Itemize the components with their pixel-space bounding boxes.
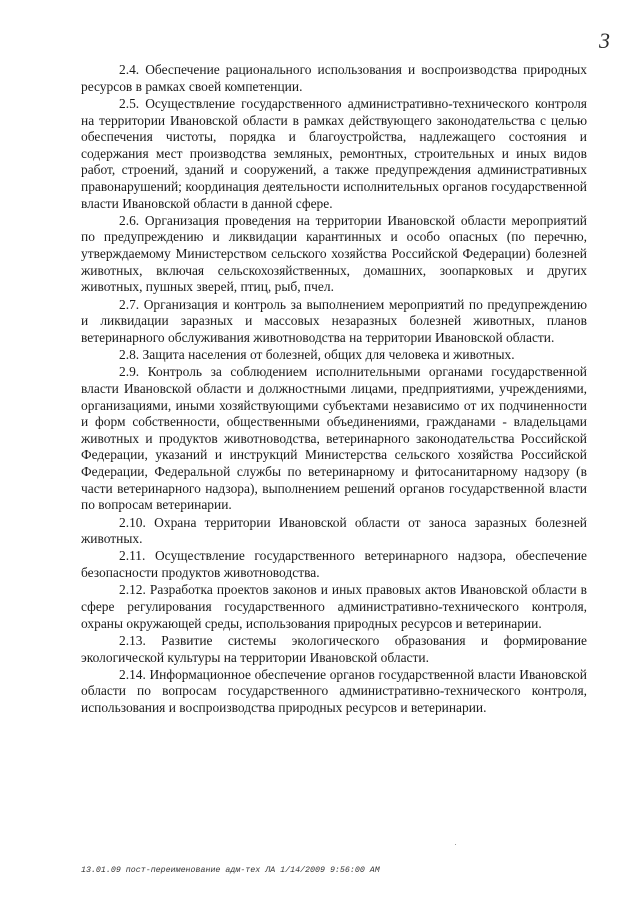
document-body xyxy=(81,62,587,852)
paragraph-2-11: 2.11. Осуществление государственного ветеринарного надзора, обеспечение безопасности продуктов животноводства. xyxy=(81,548,587,581)
paragraph-2-6: 2.6. Организация проведения на территории Ивановской области мероприятий по предупреждению и ликвидации карантинных и особо опасных (по перечню, утверждаемому Министерством сельского хозяйства Российской Федерации) болезней животных, включая сельскохозяйственных, домашних, зоопарковых и других животных, пушных зверей, птиц, рыб, пчел. xyxy=(81,212,587,295)
paragraph-2-4: 2.4. Обеспечение рационального использования и воспроизводства природных ресурсов в рамках своей компетенции. xyxy=(81,62,587,94)
paragraph-2-13: 2.13. Развитие системы экологического образования и формирование экологической культуры на территории Ивановской области. xyxy=(81,632,587,665)
paragraph-2-8: 2.8. Защита населения от болезней, общих для человека и животных. xyxy=(119,347,515,363)
page-number: 3 xyxy=(599,28,610,53)
paragraph-2-9: 2.9. Контроль за соблюдением исполнительными органами государственной власти Ивановской области и должностными лицами, предприятиями, учреждениями, организациями, иными хозяйствующими субъектами независимо от их подчиненности и форм собственности, общественными объединениями, гражданами - владельцами животных и продуктов животноводства, ветеринарного законодательства Российской Федерации, указаний и инструкций Министерства сельского хозяйства Российской Федерации, Федеральной службы по ветеринарному и фитосанитарному надзору (в части ветеринарного надзора), выполнением решений органов государственной власти по вопросам ветеринарии. xyxy=(81,364,587,513)
document-footer: 13.01.09 пост-переименование адм-тех ЛА 1/14/2009 9:56:00 AM xyxy=(81,866,380,875)
paragraph-2-5: 2.5. Осуществление государственного административно-технического контроля на территории Ивановской области в рамках действующего законодательства с целью обеспечения чистоты, порядка и благоустройства, надлежащего состояния и содержания мест производства земляных, ремонтных, строительных и иных видов работ, строений, зданий и сооружений, а также предупреждения административных правонарушений; координация деятельности исполнительных органов государственной власти Ивановской области в данной сфере. xyxy=(81,95,587,211)
paragraph-2-14: 2.14. Информационное обеспечение органов государственной власти Ивановской области по вопросам государственного административно-технического контроля, использования и воспроизводства природных ресурсов и ветеринарии. xyxy=(81,666,587,716)
paragraph-2-10: 2.10. Охрана территории Ивановской области от заноса заразных болезней животных. xyxy=(81,514,587,547)
paragraph-2-12: 2.12. Разработка проектов законов и иных правовых актов Ивановской области в сфере регулирования государственного административно-технического контроля, охраны окружающей среды, использования природных ресурсов и ветеринарии. xyxy=(81,582,587,631)
paragraph-2-7: 2.7. Организация и контроль за выполнением мероприятий по предупреждению и ликвидации заразных и массовых незаразных болезней животных, планов ветеринарного обслуживания животноводства на территории Ивановской области. xyxy=(81,296,587,345)
scan-speck xyxy=(455,844,456,845)
